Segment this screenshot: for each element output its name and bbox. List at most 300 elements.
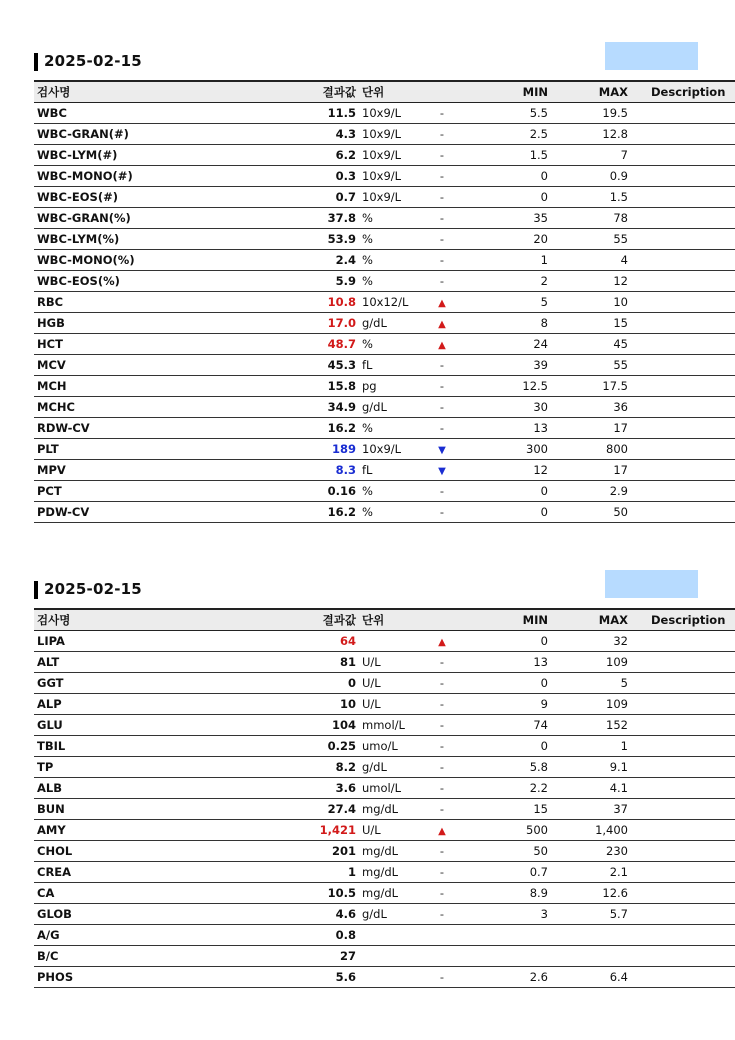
- min-value: 2.2: [465, 778, 551, 799]
- min-value: 0: [465, 631, 551, 652]
- max-value: 50: [551, 502, 631, 523]
- min-value: [465, 925, 551, 946]
- status-flag: [419, 757, 465, 778]
- min-value: 0: [465, 736, 551, 757]
- table-row: [34, 418, 735, 439]
- dash-icon: -: [439, 970, 445, 984]
- table-row: [34, 715, 735, 736]
- max-value: 55: [551, 229, 631, 250]
- result-value: 189: [302, 439, 359, 460]
- description: [631, 397, 735, 418]
- min-value: 8: [465, 313, 551, 334]
- unit: mmol/L: [359, 715, 419, 736]
- table-row: [34, 820, 735, 841]
- min-value: 39: [465, 355, 551, 376]
- min-value: 500: [465, 820, 551, 841]
- result-value: 8.2: [302, 757, 359, 778]
- max-value: 5: [551, 673, 631, 694]
- description: [631, 862, 735, 883]
- result-value: 0: [302, 673, 359, 694]
- header-unit: 단위: [359, 81, 419, 103]
- dash-icon: -: [439, 676, 445, 690]
- lab-section-chemistry: [34, 570, 726, 988]
- description: [631, 208, 735, 229]
- status-flag: [419, 292, 465, 313]
- unit: fL: [359, 460, 419, 481]
- status-flag: [419, 397, 465, 418]
- test-name: CREA: [34, 862, 302, 883]
- status-flag: [419, 439, 465, 460]
- unit: %: [359, 229, 419, 250]
- table-row: [34, 673, 735, 694]
- max-value: 152: [551, 715, 631, 736]
- dash-icon: -: [439, 232, 445, 246]
- max-value: 19.5: [551, 103, 631, 124]
- max-value: 7: [551, 145, 631, 166]
- max-value: 32: [551, 631, 631, 652]
- dash-icon: -: [439, 484, 445, 498]
- table-row: [34, 355, 735, 376]
- test-name: PCT: [34, 481, 302, 502]
- min-value: 13: [465, 418, 551, 439]
- description: [631, 292, 735, 313]
- status-flag: [419, 502, 465, 523]
- dash-icon: -: [439, 169, 445, 183]
- table-row: [34, 736, 735, 757]
- result-value: 4.6: [302, 904, 359, 925]
- min-value: 2.5: [465, 124, 551, 145]
- status-flag: [419, 187, 465, 208]
- test-name: WBC-LYM(#): [34, 145, 302, 166]
- max-value: 5.7: [551, 904, 631, 925]
- test-name: GLOB: [34, 904, 302, 925]
- dash-icon: -: [439, 274, 445, 288]
- table-row: [34, 841, 735, 862]
- dash-icon: -: [439, 253, 445, 267]
- table-row: [34, 883, 735, 904]
- table-row: [34, 103, 735, 124]
- dash-icon: -: [439, 358, 445, 372]
- description: [631, 271, 735, 292]
- dash-icon: -: [439, 421, 445, 435]
- result-value: 15.8: [302, 376, 359, 397]
- section-date: 2025-02-15: [44, 580, 142, 598]
- table-row: [34, 904, 735, 925]
- test-name: GLU: [34, 715, 302, 736]
- test-name: HGB: [34, 313, 302, 334]
- description: [631, 820, 735, 841]
- table-row: [34, 631, 735, 652]
- unit: g/dL: [359, 904, 419, 925]
- min-value: 12: [465, 460, 551, 481]
- dash-icon: -: [439, 844, 445, 858]
- description: [631, 925, 735, 946]
- result-value: 64: [302, 631, 359, 652]
- max-value: 0.9: [551, 166, 631, 187]
- max-value: 55: [551, 355, 631, 376]
- max-value: 1,400: [551, 820, 631, 841]
- status-flag: [419, 694, 465, 715]
- test-name: WBC-MONO(#): [34, 166, 302, 187]
- table-row: [34, 967, 735, 988]
- result-value: 16.2: [302, 418, 359, 439]
- description: [631, 481, 735, 502]
- min-value: [465, 946, 551, 967]
- status-flag: [419, 778, 465, 799]
- dash-icon: -: [439, 760, 445, 774]
- result-value: 6.2: [302, 145, 359, 166]
- date-marker-bar: [34, 581, 38, 599]
- status-flag: [419, 376, 465, 397]
- unit: 10x9/L: [359, 439, 419, 460]
- status-flag: [419, 355, 465, 376]
- min-value: 12.5: [465, 376, 551, 397]
- status-flag: [419, 736, 465, 757]
- status-flag: [419, 229, 465, 250]
- table-row: [34, 439, 735, 460]
- status-flag: [419, 925, 465, 946]
- result-value: 5.6: [302, 967, 359, 988]
- dash-icon: -: [439, 865, 445, 879]
- unit: %: [359, 481, 419, 502]
- table-row: [34, 313, 735, 334]
- description: [631, 652, 735, 673]
- dash-icon: -: [439, 400, 445, 414]
- max-value: 45: [551, 334, 631, 355]
- result-value: 45.3: [302, 355, 359, 376]
- max-value: 4: [551, 250, 631, 271]
- status-flag: [419, 904, 465, 925]
- status-flag: [419, 208, 465, 229]
- max-value: 1: [551, 736, 631, 757]
- test-name: PLT: [34, 439, 302, 460]
- section-badge: [605, 570, 698, 598]
- description: [631, 757, 735, 778]
- max-value: 17: [551, 418, 631, 439]
- description: [631, 694, 735, 715]
- result-value: 0.3: [302, 166, 359, 187]
- test-name: TP: [34, 757, 302, 778]
- result-value: 27.4: [302, 799, 359, 820]
- table-body: [34, 631, 735, 988]
- max-value: [551, 925, 631, 946]
- unit: U/L: [359, 694, 419, 715]
- min-value: 35: [465, 208, 551, 229]
- unit: 10x12/L: [359, 292, 419, 313]
- unit: 10x9/L: [359, 187, 419, 208]
- max-value: 12.6: [551, 883, 631, 904]
- result-value: 201: [302, 841, 359, 862]
- result-value: 104: [302, 715, 359, 736]
- unit: mg/dL: [359, 841, 419, 862]
- status-flag: [419, 418, 465, 439]
- result-value: 11.5: [302, 103, 359, 124]
- test-name: ALT: [34, 652, 302, 673]
- min-value: 0: [465, 481, 551, 502]
- min-value: 0: [465, 502, 551, 523]
- unit: %: [359, 334, 419, 355]
- dash-icon: -: [439, 781, 445, 795]
- min-value: 1.5: [465, 145, 551, 166]
- description: [631, 103, 735, 124]
- section-header: [34, 570, 701, 608]
- table-row: [34, 460, 735, 481]
- test-name: WBC-EOS(#): [34, 187, 302, 208]
- table-row: [34, 187, 735, 208]
- dash-icon: -: [439, 379, 445, 393]
- table-row: [34, 397, 735, 418]
- header-description: Description: [631, 81, 735, 103]
- unit: mg/dL: [359, 883, 419, 904]
- test-name: A/G: [34, 925, 302, 946]
- unit: %: [359, 418, 419, 439]
- result-value: 8.3: [302, 460, 359, 481]
- test-name: RBC: [34, 292, 302, 313]
- description: [631, 946, 735, 967]
- unit: umol/L: [359, 778, 419, 799]
- unit: umo/L: [359, 736, 419, 757]
- description: [631, 460, 735, 481]
- status-flag: [419, 103, 465, 124]
- table-row: [34, 652, 735, 673]
- test-name: AMY: [34, 820, 302, 841]
- section-header: [34, 42, 701, 80]
- min-value: 0: [465, 673, 551, 694]
- result-value: 4.3: [302, 124, 359, 145]
- max-value: 109: [551, 694, 631, 715]
- max-value: 12.8: [551, 124, 631, 145]
- result-value: 3.6: [302, 778, 359, 799]
- table-row: [34, 376, 735, 397]
- lab-section-cbc: [34, 42, 726, 523]
- status-flag: [419, 652, 465, 673]
- unit: 10x9/L: [359, 103, 419, 124]
- header-value: 결과값: [302, 81, 359, 103]
- header-name: 검사명: [34, 81, 302, 103]
- unit: g/dL: [359, 313, 419, 334]
- dash-icon: -: [439, 886, 445, 900]
- test-name: BUN: [34, 799, 302, 820]
- result-value: 37.8: [302, 208, 359, 229]
- test-name: TBIL: [34, 736, 302, 757]
- result-value: 81: [302, 652, 359, 673]
- description: [631, 250, 735, 271]
- dash-icon: -: [439, 505, 445, 519]
- min-value: 1: [465, 250, 551, 271]
- result-value: 10.8: [302, 292, 359, 313]
- status-flag: [419, 967, 465, 988]
- min-value: 50: [465, 841, 551, 862]
- min-value: 9: [465, 694, 551, 715]
- header-unit: 단위: [359, 609, 419, 631]
- dash-icon: -: [439, 697, 445, 711]
- test-name: WBC: [34, 103, 302, 124]
- unit: mg/dL: [359, 862, 419, 883]
- description: [631, 736, 735, 757]
- unit: 10x9/L: [359, 145, 419, 166]
- unit: [359, 946, 419, 967]
- unit: 10x9/L: [359, 124, 419, 145]
- min-value: 74: [465, 715, 551, 736]
- triangle-up-icon: ▲: [438, 637, 446, 648]
- dash-icon: -: [439, 127, 445, 141]
- max-value: 2.1: [551, 862, 631, 883]
- test-name: WBC-EOS(%): [34, 271, 302, 292]
- triangle-up-icon: ▲: [438, 340, 446, 351]
- unit: U/L: [359, 820, 419, 841]
- result-value: 0.7: [302, 187, 359, 208]
- dash-icon: -: [439, 190, 445, 204]
- max-value: 109: [551, 652, 631, 673]
- header-flag: [419, 81, 465, 103]
- result-value: 10.5: [302, 883, 359, 904]
- table-row: [34, 694, 735, 715]
- result-value: 0.16: [302, 481, 359, 502]
- description: [631, 418, 735, 439]
- header-description: Description: [631, 609, 735, 631]
- test-name: PHOS: [34, 967, 302, 988]
- status-flag: [419, 481, 465, 502]
- unit: mg/dL: [359, 799, 419, 820]
- max-value: 800: [551, 439, 631, 460]
- status-flag: [419, 631, 465, 652]
- min-value: 30: [465, 397, 551, 418]
- max-value: [551, 946, 631, 967]
- min-value: 0: [465, 166, 551, 187]
- unit: U/L: [359, 652, 419, 673]
- table-row: [34, 334, 735, 355]
- description: [631, 799, 735, 820]
- table-row: [34, 862, 735, 883]
- unit: %: [359, 502, 419, 523]
- description: [631, 967, 735, 988]
- result-value: 10: [302, 694, 359, 715]
- section-badge: [605, 42, 698, 70]
- unit: g/dL: [359, 757, 419, 778]
- status-flag: [419, 715, 465, 736]
- min-value: 3: [465, 904, 551, 925]
- test-name: WBC-LYM(%): [34, 229, 302, 250]
- max-value: 12: [551, 271, 631, 292]
- status-flag: [419, 145, 465, 166]
- description: [631, 376, 735, 397]
- dash-icon: -: [439, 718, 445, 732]
- unit: fL: [359, 355, 419, 376]
- min-value: 2.6: [465, 967, 551, 988]
- table-body: [34, 103, 735, 523]
- result-value: 0.8: [302, 925, 359, 946]
- test-name: MCH: [34, 376, 302, 397]
- test-name: WBC-MONO(%): [34, 250, 302, 271]
- max-value: 4.1: [551, 778, 631, 799]
- min-value: 13: [465, 652, 551, 673]
- table-row: [34, 229, 735, 250]
- result-value: 16.2: [302, 502, 359, 523]
- description: [631, 187, 735, 208]
- test-name: ALP: [34, 694, 302, 715]
- result-value: 53.9: [302, 229, 359, 250]
- table-row: [34, 145, 735, 166]
- table-row: [34, 208, 735, 229]
- test-name: MCV: [34, 355, 302, 376]
- test-name: LIPA: [34, 631, 302, 652]
- max-value: 10: [551, 292, 631, 313]
- unit: %: [359, 250, 419, 271]
- test-name: ALB: [34, 778, 302, 799]
- status-flag: [419, 862, 465, 883]
- description: [631, 904, 735, 925]
- test-name: HCT: [34, 334, 302, 355]
- unit: 10x9/L: [359, 166, 419, 187]
- unit: [359, 925, 419, 946]
- status-flag: [419, 841, 465, 862]
- table-header-row: [34, 609, 735, 631]
- description: [631, 313, 735, 334]
- result-value: 5.9: [302, 271, 359, 292]
- description: [631, 715, 735, 736]
- test-name: WBC-GRAN(#): [34, 124, 302, 145]
- test-name: MPV: [34, 460, 302, 481]
- max-value: 36: [551, 397, 631, 418]
- dash-icon: -: [439, 148, 445, 162]
- header-value: 결과값: [302, 609, 359, 631]
- max-value: 230: [551, 841, 631, 862]
- unit: U/L: [359, 673, 419, 694]
- description: [631, 229, 735, 250]
- unit: g/dL: [359, 397, 419, 418]
- description: [631, 778, 735, 799]
- triangle-down-icon: ▼: [438, 466, 446, 477]
- status-flag: [419, 250, 465, 271]
- status-flag: [419, 166, 465, 187]
- min-value: 300: [465, 439, 551, 460]
- status-flag: [419, 271, 465, 292]
- description: [631, 502, 735, 523]
- unit: [359, 631, 419, 652]
- section-date: 2025-02-15: [44, 52, 142, 70]
- triangle-up-icon: ▲: [438, 319, 446, 330]
- table-row: [34, 925, 735, 946]
- table-row: [34, 502, 735, 523]
- table-row: [34, 946, 735, 967]
- min-value: 5.8: [465, 757, 551, 778]
- status-flag: [419, 334, 465, 355]
- dash-icon: -: [439, 106, 445, 120]
- table-header-row: [34, 81, 735, 103]
- table-row: [34, 250, 735, 271]
- table-row: [34, 271, 735, 292]
- result-value: 27: [302, 946, 359, 967]
- test-name: MCHC: [34, 397, 302, 418]
- description: [631, 841, 735, 862]
- status-flag: [419, 124, 465, 145]
- description: [631, 145, 735, 166]
- max-value: 17: [551, 460, 631, 481]
- unit: pg: [359, 376, 419, 397]
- result-value: 17.0: [302, 313, 359, 334]
- dash-icon: -: [439, 739, 445, 753]
- min-value: 5: [465, 292, 551, 313]
- description: [631, 334, 735, 355]
- test-name: PDW-CV: [34, 502, 302, 523]
- status-flag: [419, 673, 465, 694]
- max-value: 17.5: [551, 376, 631, 397]
- table-row: [34, 481, 735, 502]
- dash-icon: -: [439, 802, 445, 816]
- min-value: 8.9: [465, 883, 551, 904]
- result-value: 2.4: [302, 250, 359, 271]
- result-value: 34.9: [302, 397, 359, 418]
